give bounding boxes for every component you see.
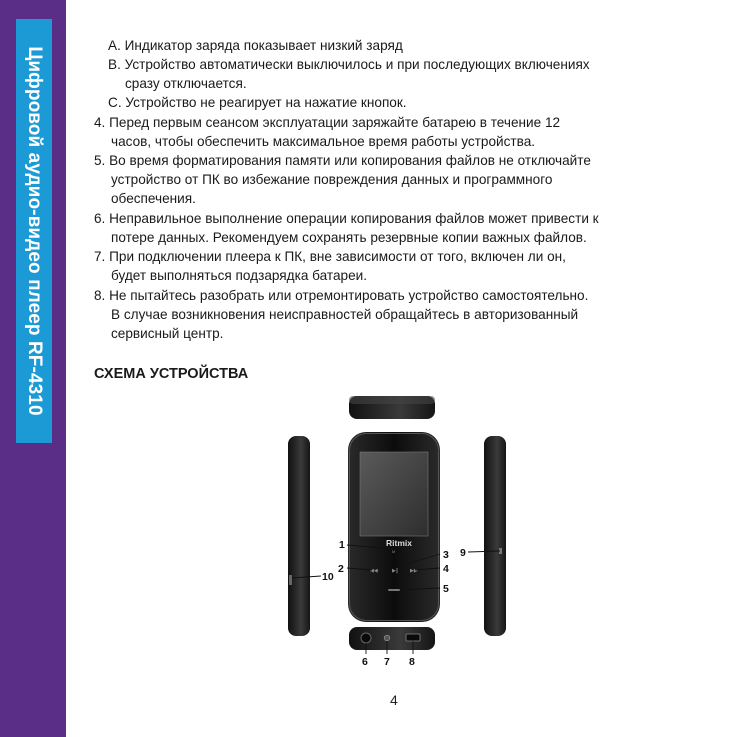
brand-logo: Ritmix bbox=[386, 538, 412, 548]
device-right-side-view bbox=[484, 436, 506, 636]
text-line: В случае возникновения неисправностей обращайтесь в авторизованный bbox=[111, 307, 579, 322]
text-line: часов, чтобы обеспечить максимальное время работы устройства. bbox=[111, 134, 536, 149]
section-title: СХЕМА УСТРОЙСТВА bbox=[94, 366, 249, 382]
callout-5: 5 bbox=[443, 583, 449, 595]
volume-button-icon bbox=[388, 589, 400, 591]
device-front-view bbox=[348, 432, 440, 622]
text-line: 8. Не пытайтесь разобрать или отремонтировать устройство самостоятельно. bbox=[94, 288, 589, 303]
text-line: сразу отключается. bbox=[125, 76, 247, 91]
text-line: будет выполняться подзарядка батареи. bbox=[111, 268, 368, 283]
callout-6: 6 bbox=[362, 656, 368, 668]
page-number: 4 bbox=[390, 692, 398, 708]
play-pause-button-icon: ▶‖ bbox=[392, 568, 399, 574]
device-left-side-view bbox=[288, 436, 310, 636]
device-bottom-view bbox=[349, 627, 435, 650]
device-screen bbox=[360, 452, 428, 536]
text-line: потере данных. Рекомендуем сохранять резервные копии важных файлов. bbox=[111, 230, 587, 245]
callout-10: 10 bbox=[322, 571, 334, 583]
text-line: A. Индикатор заряда показывает низкий заряд bbox=[108, 38, 403, 53]
text-line: 5. Во время форматирования памяти или копирования файлов не отключайте bbox=[94, 153, 591, 168]
callout-4: 4 bbox=[443, 563, 449, 575]
text-line: C. Устройство не реагирует на нажатие кнопок. bbox=[108, 95, 407, 110]
text-line: обеспечения. bbox=[111, 191, 196, 206]
device-top-view bbox=[349, 396, 435, 419]
text-line: сервисный центр. bbox=[111, 326, 224, 341]
reset-hole-icon bbox=[384, 635, 390, 641]
callout-3: 3 bbox=[443, 549, 449, 561]
text-line: устройство от ПК во избежание повреждения данных и программного bbox=[111, 172, 553, 187]
sidebar-title: Цифровой аудио-видео плеер RF-4310 bbox=[24, 46, 45, 416]
text-line: B. Устройство автоматически выключилось и при последующих включениях bbox=[108, 57, 590, 72]
text-line: 4. Перед первым сеансом эксплуатации заряжайте батарею в течение 12 bbox=[94, 115, 561, 130]
text-line: 7. При подключении плеера к ПК, вне зависимости от того, включен ли он, bbox=[94, 249, 566, 264]
callout-2: 2 bbox=[338, 563, 344, 575]
callout-1: 1 bbox=[339, 539, 345, 551]
headphone-jack-icon bbox=[361, 633, 371, 643]
callout-7: 7 bbox=[384, 656, 390, 668]
callout-9: 9 bbox=[460, 547, 466, 559]
sidebar-band bbox=[0, 0, 66, 737]
next-button-icon: ▶▶ bbox=[410, 568, 418, 574]
usb-port-icon bbox=[406, 634, 420, 641]
device-diagram bbox=[260, 392, 510, 672]
menu-button-icon: M bbox=[392, 549, 396, 554]
text-line: 6. Неправильное выполнение операции копирования файлов может привести к bbox=[94, 211, 599, 226]
callout-8: 8 bbox=[409, 656, 415, 668]
prev-button-icon: ◀◀ bbox=[370, 568, 378, 574]
